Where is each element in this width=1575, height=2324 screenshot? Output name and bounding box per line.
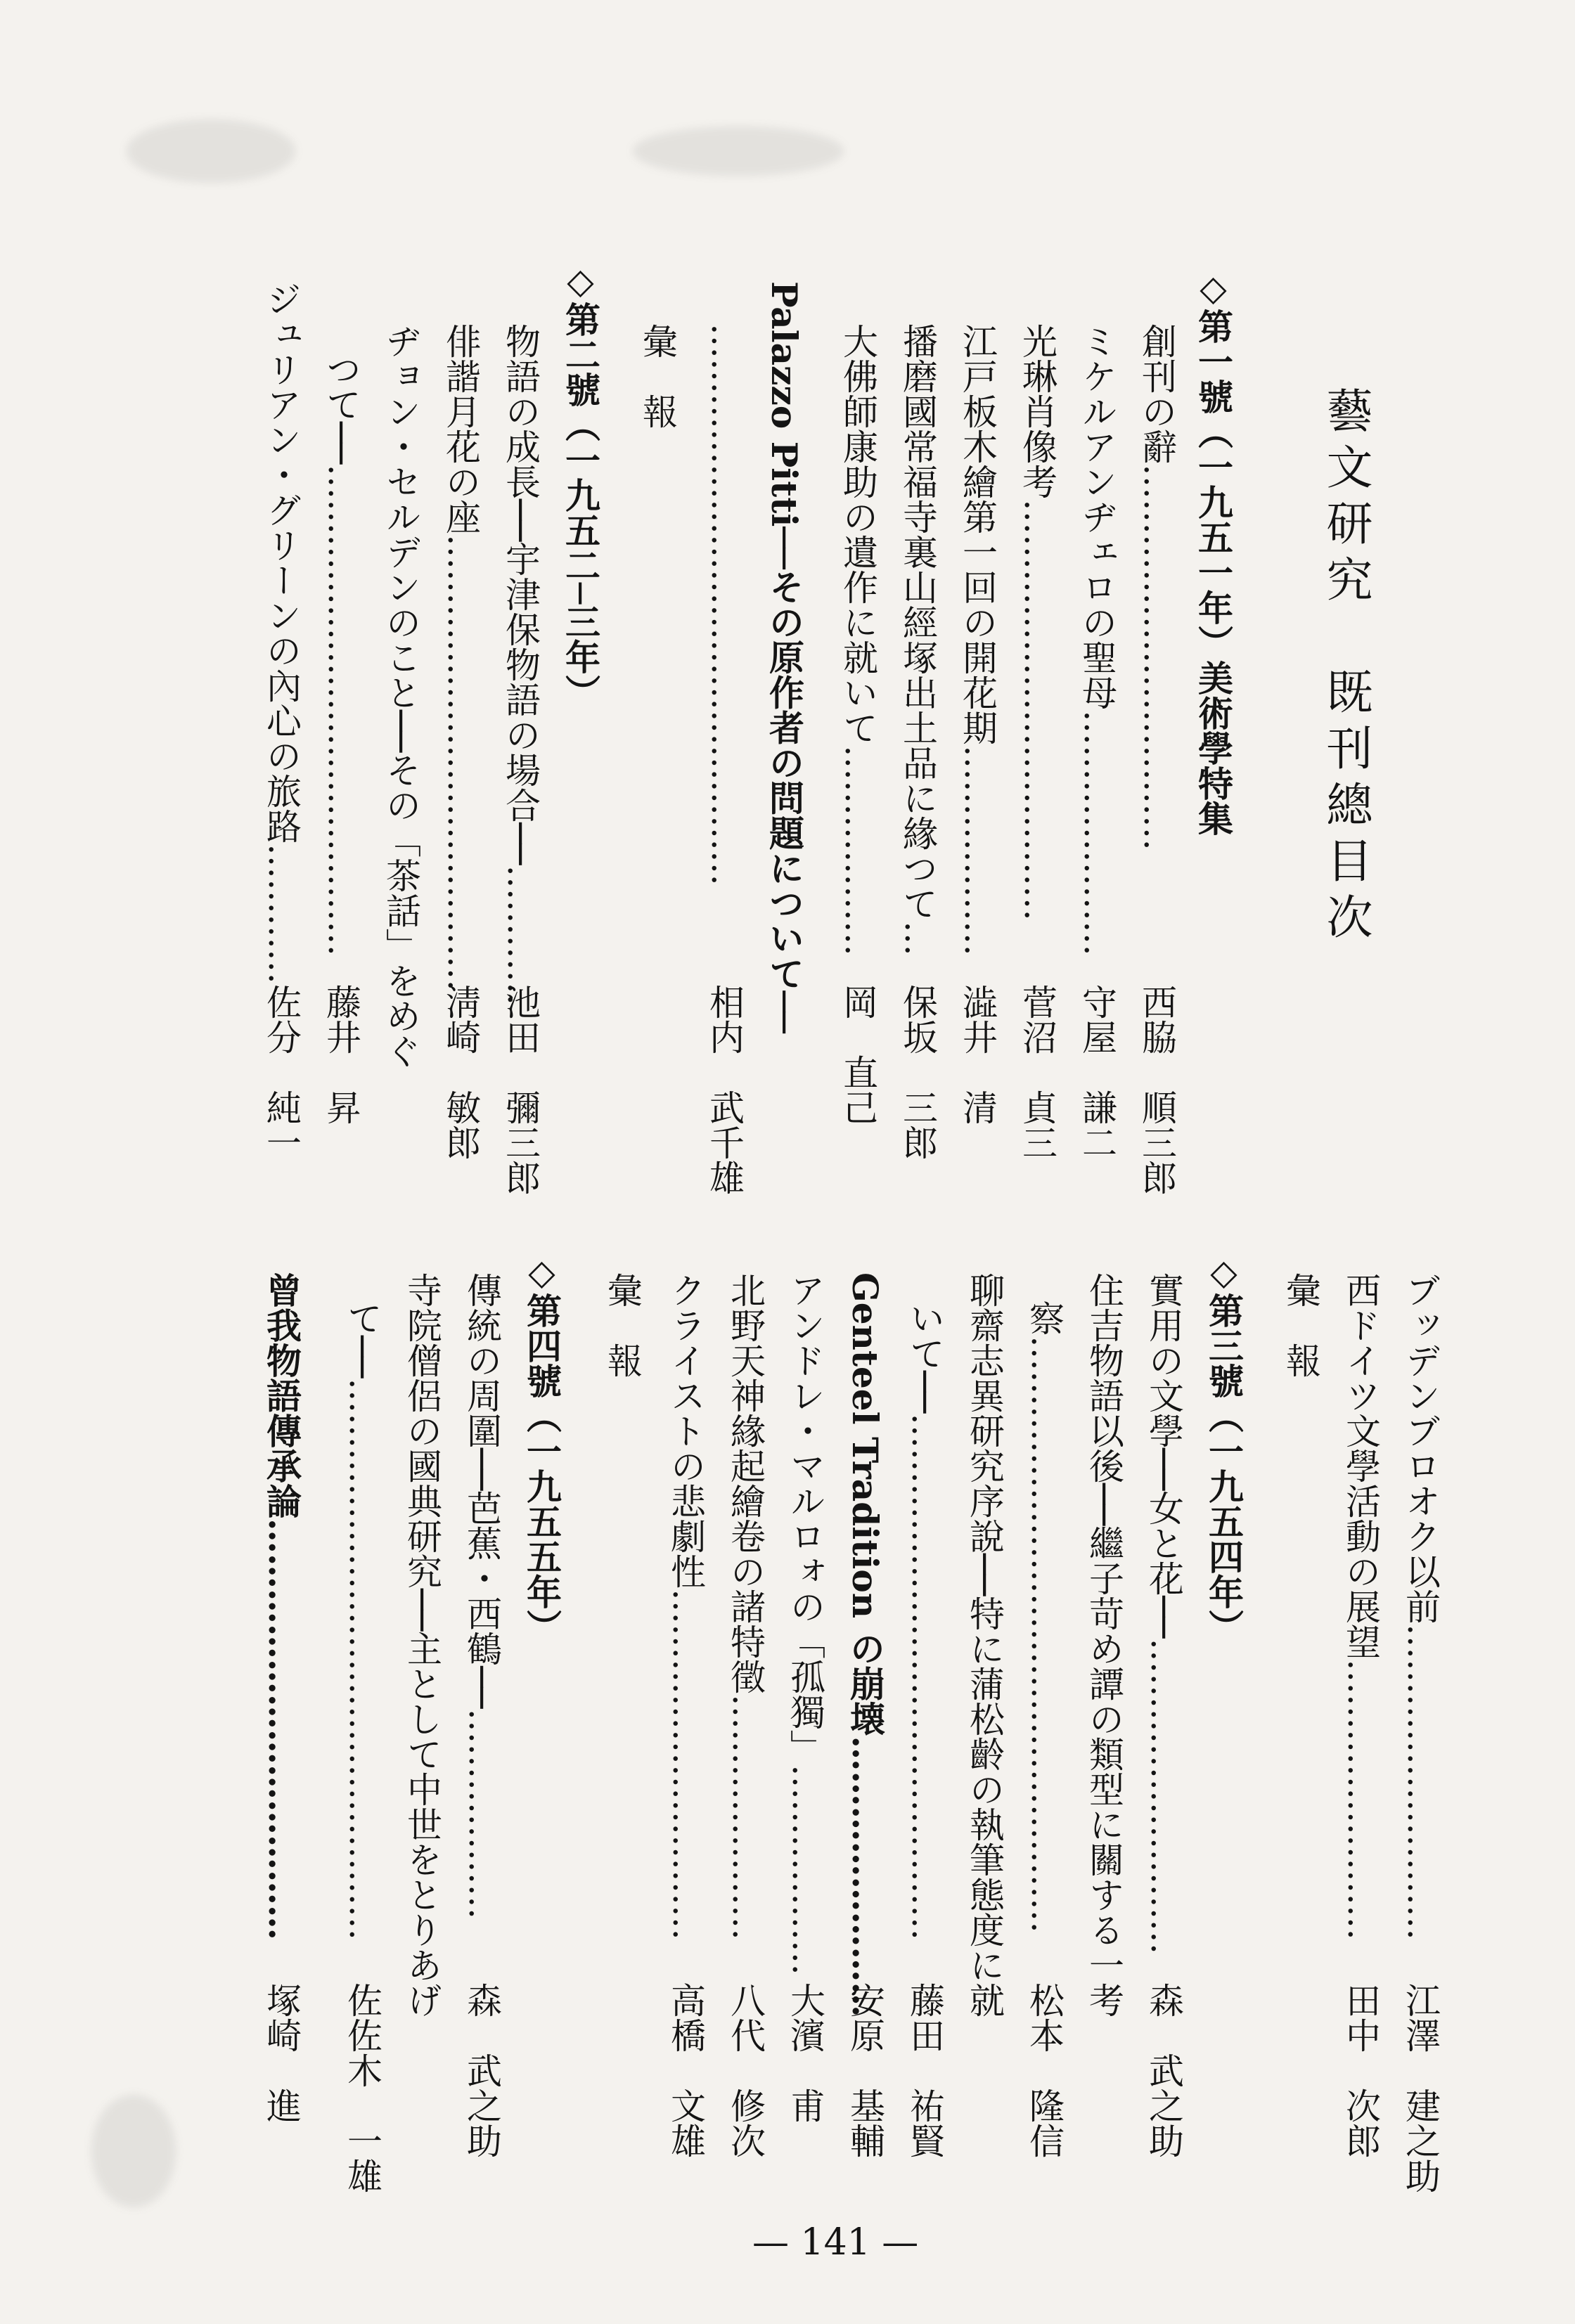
toc-entry-author: 菅沼 貞三 xyxy=(1017,984,1058,1160)
toc-entry-author: 佐佐木 一雄 xyxy=(342,1982,382,2193)
toc-entry-title: 播磨國常福寺裏山經塚出土品に緣つて… xyxy=(897,323,938,956)
toc-entry-author: 岡 直己 xyxy=(837,984,878,1125)
toc-entry-author: 澁井 清 xyxy=(957,984,998,1125)
toc-entry-author: 淸崎 敏郎 xyxy=(440,984,481,1160)
toc-entry-title: 聊齋志異研究序說──特に蒲松齡の執筆態度に就 xyxy=(964,1272,1005,2018)
toc-entry-author: 八代 修次 xyxy=(725,1982,766,2158)
toc-entry-title: Genteel Tradition の崩壊…………………… xyxy=(844,1272,886,2018)
page-number: — 141 — xyxy=(752,2221,919,2264)
toc-entry-title: 創刊の辭…………………………… xyxy=(1136,323,1177,851)
toc-entry-title: Palazzo Pitti──その原作者の問題について── xyxy=(764,281,805,1033)
toc-entry-title: ヂョン・セルデンのこと──その「茶話」をめぐ xyxy=(380,323,421,1069)
toc-entry-title: 俳諧月花の座………………………………… xyxy=(440,323,481,991)
toc-entry-author: 佐分 純一 xyxy=(261,984,302,1160)
toc-entry-title: 曾我物語傳承論……………………………… xyxy=(261,1272,302,1940)
toc-entry-author: 安原 基輔 xyxy=(844,1982,885,2158)
toc-entry-title: クライストの悲劇性………………………… xyxy=(665,1272,706,1940)
digest-label: 彙 報 xyxy=(1280,1272,1321,1378)
page-title: 藝文研究 既刊總目次 xyxy=(1318,387,1372,949)
toc-entry-title: 寺院僧侶の國典研究──主として中世をとりあげ xyxy=(401,1272,442,2018)
toc-entry-title: 光琳肖像考……………………………… xyxy=(1017,323,1058,921)
toc-entry-author: 藤井 昇 xyxy=(321,984,361,1125)
digest-label: 彙 報 xyxy=(602,1272,643,1378)
scan-smudge xyxy=(127,120,295,183)
digest-label: 彙 報 xyxy=(637,323,678,429)
toc-entry-author: 西脇 順三郎 xyxy=(1136,984,1177,1195)
toc-entry-title: て──………………………………………… xyxy=(342,1300,382,1941)
toc-entry-title: 傳統の周圍──芭蕉・西鶴──……………… xyxy=(461,1272,502,1920)
toc-entry-author: 森 武之助 xyxy=(1143,1982,1184,2158)
toc-entry-author: 松本 隆信 xyxy=(1024,1982,1065,2158)
toc-entry-title: ………………………………………… xyxy=(704,323,745,886)
issue-1-header: ◇第一號（一九五一年）美術學特集 xyxy=(1192,267,1234,836)
toc-entry-author: 江澤 建之助 xyxy=(1400,1982,1441,2193)
toc-entry-title: 住吉物語以後──繼子苛め譚の類型に關する一考 xyxy=(1084,1272,1124,2018)
issue-2-header: ◇第二號（一九五二─三年） xyxy=(560,260,601,710)
toc-entry-title: ジュリアン・グリーンの內心の旅路………… xyxy=(261,281,302,984)
toc-entry-author: 相内 武千雄 xyxy=(704,984,745,1195)
toc-entry-author: 高橋 文雄 xyxy=(665,1982,706,2158)
scan-smudge xyxy=(91,2095,176,2207)
toc-entry-title: いて──……………………………………… xyxy=(904,1300,945,1941)
issue-3-header: ◇第三號（一九五四年） xyxy=(1203,1251,1245,1644)
toc-entry-title: ブッデンブロオク以前……………………… xyxy=(1400,1272,1441,1940)
toc-entry-title: 物語の成長──宇津保物語の場合──………… xyxy=(500,323,541,1006)
toc-entry-author: 保坂 三郎 xyxy=(897,984,938,1160)
issue-4-header: ◇第四號（一九五五年） xyxy=(521,1251,562,1644)
scan-smudge xyxy=(633,127,844,176)
toc-entry-title: 實用の文學──女と花──……………………… xyxy=(1143,1272,1184,1955)
toc-entry-title: 大佛師康助の遺作に就いて……………… xyxy=(837,323,878,956)
toc-entry-author: 田中 次郎 xyxy=(1340,1982,1381,2158)
toc-entry-author: 池田 彌三郎 xyxy=(500,984,541,1195)
toc-entry-author: 守屋 謙二 xyxy=(1076,984,1117,1160)
toc-entry-title: 西ドイツ文學活動の展望…………………… xyxy=(1340,1272,1381,1940)
toc-entry-title: つて──…………………………………… xyxy=(321,351,361,957)
toc-entry-author: 森 武之助 xyxy=(461,1982,502,2158)
toc-entry-title: アンドレ・マルロォの「孤獨」……………… xyxy=(785,1272,825,1975)
toc-entry-title: 察…………………………………………… xyxy=(1024,1300,1065,1933)
toc-entry-title: 北野天神緣起繪卷の諸特徵………………… xyxy=(725,1272,766,1940)
toc-entry-title: 江戸板木繪第一回の開花期……………… xyxy=(957,323,998,956)
toc-entry-author: 藤田 祐賢 xyxy=(904,1982,945,2158)
toc-entry-author: 塚崎 進 xyxy=(261,1982,302,2123)
toc-entry-author: 大濱 甫 xyxy=(785,1982,825,2123)
toc-entry-title: ミケルアンヂェロの聖母………………… xyxy=(1076,323,1117,956)
